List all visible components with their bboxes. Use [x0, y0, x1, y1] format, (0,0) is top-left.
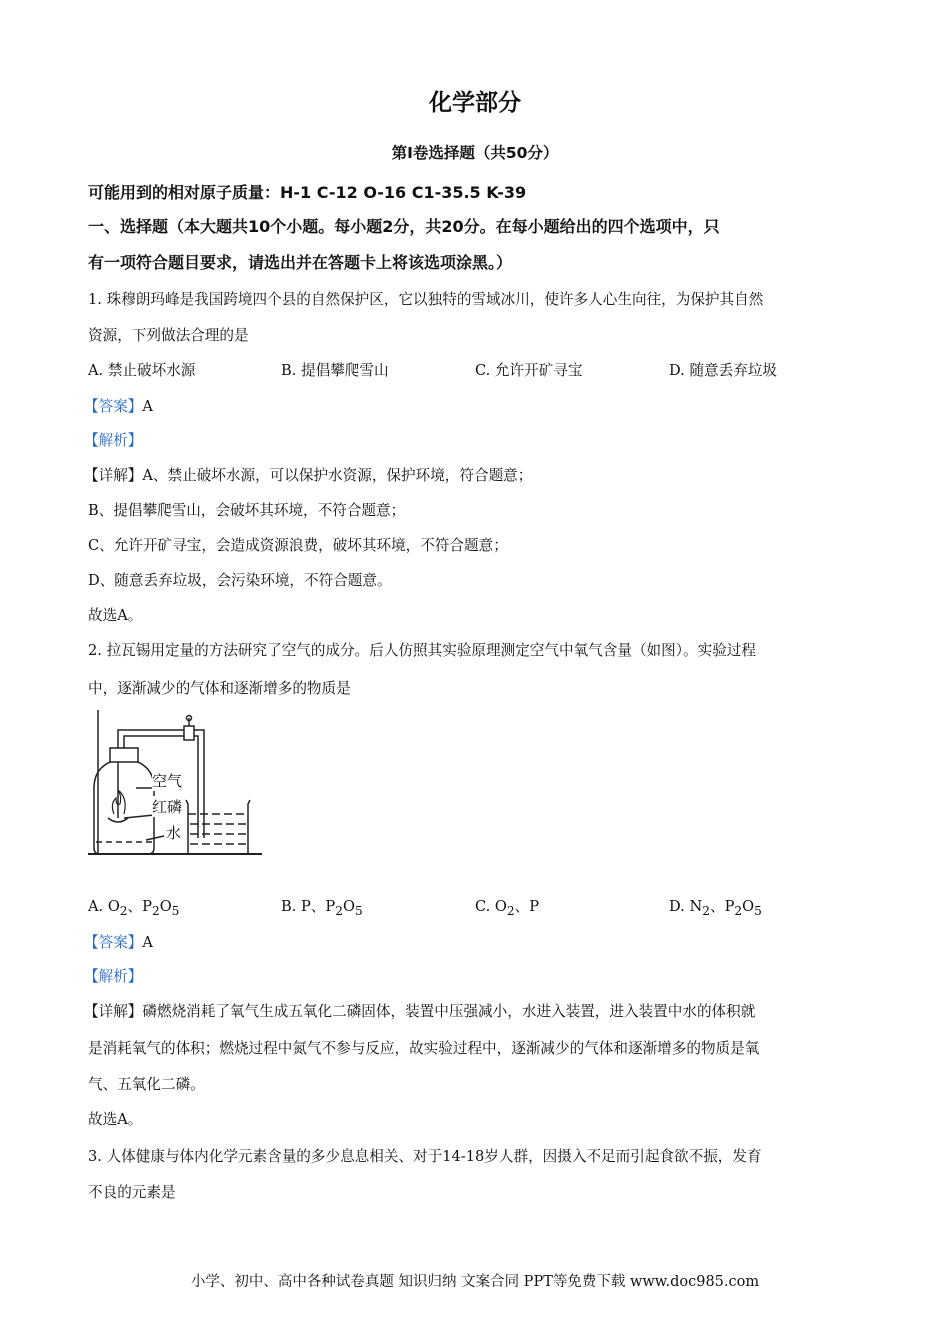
figure-label-air: 空气: [152, 772, 183, 790]
q1-option-b: B. 提倡攀爬雪山: [281, 362, 389, 379]
q1-detail-c: C、允许开矿寻宝，会造成资源浪费，破坏其环境，不符合题意；: [88, 537, 508, 554]
answer-value: A: [142, 934, 153, 951]
q1-detail-d: D、随意丢弃垃圾，会污染环境，不符合题意。: [88, 572, 392, 589]
q1-stem-line2: 资源，下列做法合理的是: [88, 327, 249, 344]
q1-detail-a: [84, 464, 532, 485]
q2-option-b: B. P、$P_2O_5$: [281, 898, 363, 918]
section-title: 第I卷选择题（共50分）: [391, 144, 559, 162]
analysis-tag: 【解析】: [84, 432, 143, 449]
q2-option-d: D. $N_2$、$P_2O_5$: [669, 898, 762, 918]
q3-stem-line1: 3. 人体健康与体内化学元素含量的多少息息相关、对于14-18岁人群，因摄入不足而引起食欲不振，发育: [88, 1148, 762, 1165]
page-title: 化学部分: [429, 90, 521, 116]
q2-detail-line1: [84, 1000, 755, 1021]
q2-option-c: C. $O_2$、P: [475, 898, 540, 918]
q2-answer: [84, 931, 153, 952]
q1-detail-b: B、提倡攀爬雪山，会破坏其环境，不符合题意；: [88, 502, 406, 519]
q1-stem-line1: 1. 珠穆朗玛峰是我国跨境四个县的自然保护区，它以独特的雪域冰川，使许多人心生向往，为保护其自然: [88, 291, 764, 308]
q2-detail-line3: 气、五氧化二磷。: [88, 1076, 205, 1093]
part-one-instructions-line1: 一、选择题（本大题共10个小题。每小题2分，共20分。在每小题给出的四个选项中，只: [88, 217, 720, 236]
q2-stem-line1: 2. 拉瓦锡用定量的方法研究了空气的成分。后人仿照其实验原理测定空气中氧气含量（如图）。实验过程: [88, 642, 756, 659]
q1-analysis-tag: [84, 429, 142, 450]
detail-tag: 【详解】: [84, 1003, 143, 1020]
q2-option-a: A. $O_2$、$P_2O_5$: [88, 898, 180, 918]
q2-conclusion: 故选A。: [88, 1111, 143, 1128]
part-one-instructions-line2: 有一项符合题目要求，请选出并在答题卡上将该选项涂黑。）: [88, 253, 513, 272]
q1-conclusion: 故选A。: [88, 607, 143, 624]
answer-value: A: [142, 398, 153, 415]
q2-detail-line2: 是消耗氧气的体积；燃烧过程中氮气不参与反应，故实验过程中，逐渐减少的气体和逐渐增多的物质是氧: [88, 1040, 760, 1057]
answer-tag: 【答案】: [84, 934, 143, 951]
detail-text: 磷燃烧消耗了氧气生成五氧化二磷固体，装置中压强减小，水进入装置，进入装置中水的体积就: [142, 1003, 756, 1020]
detail-tag: 【详解】: [84, 467, 143, 484]
q3-stem-line2: 不良的元素是: [88, 1184, 176, 1201]
q2-stem-line2: 中，逐渐减少的气体和逐渐增多的物质是: [88, 680, 351, 697]
answer-tag: 【答案】: [84, 398, 143, 415]
detail-text: A、禁止破坏水源，可以保护水资源，保护环境，符合题意；: [142, 467, 533, 484]
q2-analysis-tag: [84, 965, 142, 986]
q1-option-c: C. 允许开矿寻宝: [475, 362, 583, 379]
q1-option-d: D. 随意丢弃垃圾: [669, 362, 778, 379]
figure-label-water: 水: [166, 824, 182, 842]
q1-answer: [84, 395, 153, 416]
atomic-mass-line: 可能用到的相对原子质量：H-1 C-12 O-16 C1-35.5 K-39: [88, 183, 527, 202]
figure-label-red-phosphorus: 红磷: [152, 798, 183, 816]
analysis-tag: 【解析】: [84, 968, 143, 985]
page-footer: 小学、初中、高中各种试卷真题 知识归纳 文案合同 PPT等免费下载 www.doc985.com: [190, 1274, 760, 1290]
q1-option-a: A. 禁止破坏水源: [88, 362, 196, 379]
